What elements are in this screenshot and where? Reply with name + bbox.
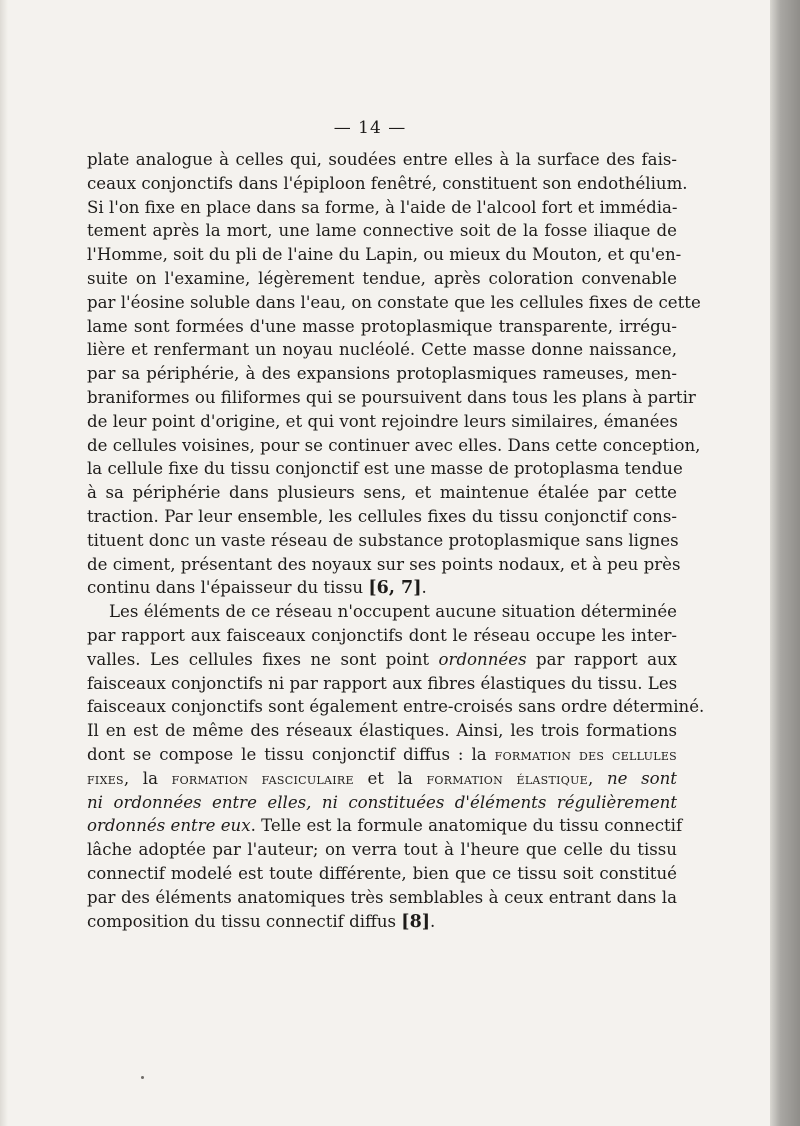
text-run: par rapport aux <box>526 649 678 669</box>
text-line <box>87 600 677 624</box>
text-run: , la <box>123 768 172 788</box>
text-run: par l'éosine soluble dans l'eau, on constate que les cellules fixes de cette <box>87 292 701 312</box>
book-gutter-edge <box>770 0 800 1126</box>
text-run: continu dans l'épaisseur du tissu <box>87 578 369 598</box>
italic-text: ordonnés entre eux <box>87 816 251 836</box>
text-run: Il en est de même des réseaux élastiques. Ainsi, les trois formations <box>87 721 677 741</box>
text-line <box>87 505 677 529</box>
text-run: lame sont formées d'une masse protoplasmique transparente, irrégu- <box>87 316 677 336</box>
text-line <box>87 743 677 767</box>
text-run: Les éléments de ce réseau n'occupent aucune situation déterminée <box>109 602 677 622</box>
text-run: lière et renfermant un noyau nucléolé. Cette masse donne naissance, <box>87 340 677 360</box>
text-line <box>87 719 677 743</box>
text-line <box>87 481 677 505</box>
text-run: traction. Par leur ensemble, les cellules fixes du tissu conjonctif cons- <box>87 506 677 526</box>
ink-speck <box>141 1076 144 1079</box>
text-line <box>87 838 677 862</box>
text-run: l'Homme, soit du pli de l'aine du Lapin, ou mieux du Mouton, et qu'en- <box>87 245 682 265</box>
text-line <box>87 553 681 577</box>
small-caps-text: formation fasciculaire <box>171 769 354 788</box>
italic-text: ni ordonnées entre elles, ni constituées d'éléments régulièrement <box>87 792 677 812</box>
reference: [8] <box>401 911 431 932</box>
italic-text: ne sont <box>606 768 677 788</box>
text-line <box>87 267 677 291</box>
text-line <box>87 196 677 220</box>
text-run: la cellule fixe du tissu conjonctif est une masse de protoplasma tendue <box>87 459 683 479</box>
text-run: et la <box>353 768 427 788</box>
small-caps-text: formation élastique <box>426 769 588 788</box>
text-run: lâche adoptée par l'auteur; on verra tout à l'heure que celle du tissu <box>87 840 677 860</box>
text-line <box>87 695 705 719</box>
text-line <box>87 457 683 481</box>
page-number: — 14 — <box>333 118 407 138</box>
text-run: Si l'on fixe en place dans sa forme, à l'aide de l'alcool fort et immédia- <box>87 197 678 217</box>
page-fold-shadow <box>0 0 8 1126</box>
text-line <box>87 862 677 886</box>
small-caps-text: fixes <box>87 769 124 788</box>
text-run: , <box>588 768 607 788</box>
text-line <box>87 338 677 362</box>
text-line <box>87 172 688 196</box>
text-run: suite on l'examine, légèrement tendue, après coloration convenable <box>87 268 677 288</box>
text-run: . Telle est la formule anatomique du tissu connectif <box>250 816 683 836</box>
text-run: à sa périphérie dans plusieurs sens, et maintenue étalée par cette <box>87 483 677 503</box>
text-line <box>87 219 677 243</box>
text-run: connectif modelé est toute différente, bien que ce tissu soit constitué <box>87 863 677 883</box>
text-run: braniformes ou filiformes qui se poursuivent dans tous les plans à partir <box>87 387 696 407</box>
text-line <box>87 576 677 600</box>
body-text <box>87 148 705 933</box>
text-line <box>87 791 677 815</box>
text-run: tituent donc un vaste réseau de substance protoplasmique sans lignes <box>87 530 679 550</box>
text-run: de leur point d'origine, et qui vont rejoindre leurs similaires, émanées <box>87 411 678 431</box>
text-run: par rapport aux faisceaux conjonctifs dont le réseau occupe les inter- <box>87 625 677 645</box>
text-line <box>87 362 677 386</box>
text-line <box>87 291 701 315</box>
text-line <box>87 767 677 791</box>
text-run: . <box>421 578 427 598</box>
text-run: plate analogue à celles qui, soudées entre elles à la surface des fais- <box>87 150 677 169</box>
text-run: de ciment, présentant des noyaux sur ses points nodaux, et à peu près <box>87 554 681 574</box>
text-run: de cellules voisines, pour se continuer avec elles. Dans cette conception, <box>87 435 701 455</box>
text-run: faisceaux conjonctifs sont également entre-croisés sans ordre déterminé. <box>87 697 705 717</box>
text-line <box>87 243 682 267</box>
text-run: dont se compose le tissu conjonctif diffus : la <box>87 744 495 764</box>
text-line <box>87 315 677 339</box>
text-run: ceaux conjonctifs dans l'épiploon fenêtré, constituent son endothélium. <box>87 173 688 193</box>
text-run: composition du tissu connectif diffus <box>87 911 402 931</box>
reference: [6, 7] <box>368 578 422 599</box>
text-line <box>87 148 677 172</box>
text-run: valles. Les cellules fixes ne sont point <box>87 649 439 669</box>
text-run: . <box>430 911 436 931</box>
text-line <box>87 910 677 934</box>
text-line <box>87 386 696 410</box>
text-run: par sa périphérie, à des expansions protoplasmiques rameuses, men- <box>87 364 677 384</box>
text-line <box>87 529 677 553</box>
text-line <box>87 410 677 434</box>
text-line <box>87 624 677 648</box>
text-line <box>87 814 683 838</box>
text-run: tement après la mort, une lame connective soit de la fosse iliaque de <box>87 221 677 241</box>
text-run: par des éléments anatomiques très semblables à ceux entrant dans la <box>87 887 677 907</box>
italic-text: ordonnées <box>438 649 527 669</box>
text-line <box>87 648 677 672</box>
text-line <box>87 434 701 458</box>
text-run: faisceaux conjonctifs ni par rapport aux fibres élastiques du tissu. Les <box>87 673 678 693</box>
text-line <box>87 672 677 696</box>
text-line <box>87 886 677 910</box>
small-caps-text: formation des cellules <box>494 745 678 764</box>
